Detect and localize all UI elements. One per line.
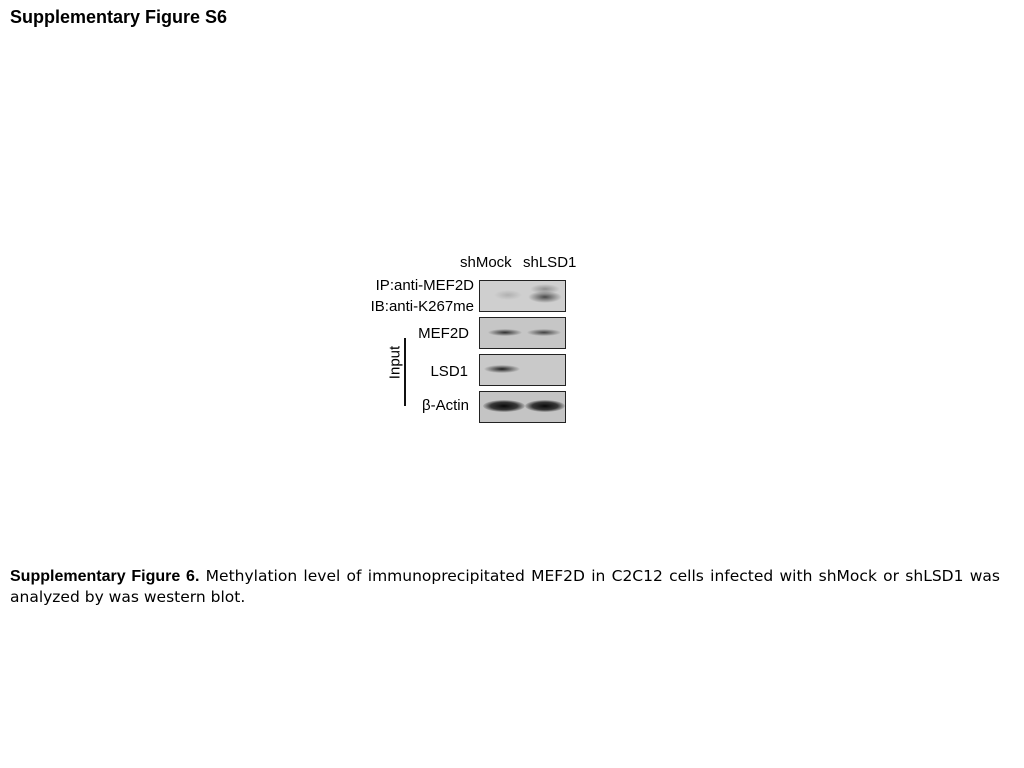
blot-label-beta-actin: β-Actin [422, 397, 469, 414]
band-actin-shmock [483, 400, 525, 412]
band-mef2d-shlsd1 [527, 329, 561, 336]
figure-caption [10, 566, 1000, 608]
lane-label-shlsd1: shLSD1 [523, 254, 577, 271]
band-lsd1-shmock [484, 365, 520, 373]
blot-panel-mef2d [479, 317, 566, 349]
blot-panel-k267me [479, 280, 566, 312]
blot-panel-lsd1 [479, 354, 566, 386]
caption-lead: Supplementary Figure 6. [10, 568, 200, 585]
band-mef2d-shmock [488, 329, 522, 336]
blot-panel-beta-actin [479, 391, 566, 423]
western-blot-figure [340, 250, 600, 430]
band-k267me-shlsd1-lower [528, 291, 562, 303]
input-bracket [404, 338, 406, 406]
lane-label-shmock: shMock [460, 254, 512, 271]
blot-label-lsd1: LSD1 [430, 363, 468, 380]
ib-antibody-label: IB:anti-K267me [370, 298, 474, 315]
input-label: Input [386, 345, 404, 380]
band-actin-shlsd1 [525, 400, 565, 412]
caption-text: Methylation level of immunoprecipitated MEF2D in C2C12 cells infected with shMock or shLSD1 was analyzed by was western blot. [10, 567, 1001, 606]
band-k267me-shmock [494, 290, 522, 300]
page-title: Supplementary Figure S6 [10, 7, 228, 27]
ip-antibody-label: IP:anti-MEF2D [375, 277, 474, 294]
blot-label-mef2d: MEF2D [418, 325, 469, 342]
